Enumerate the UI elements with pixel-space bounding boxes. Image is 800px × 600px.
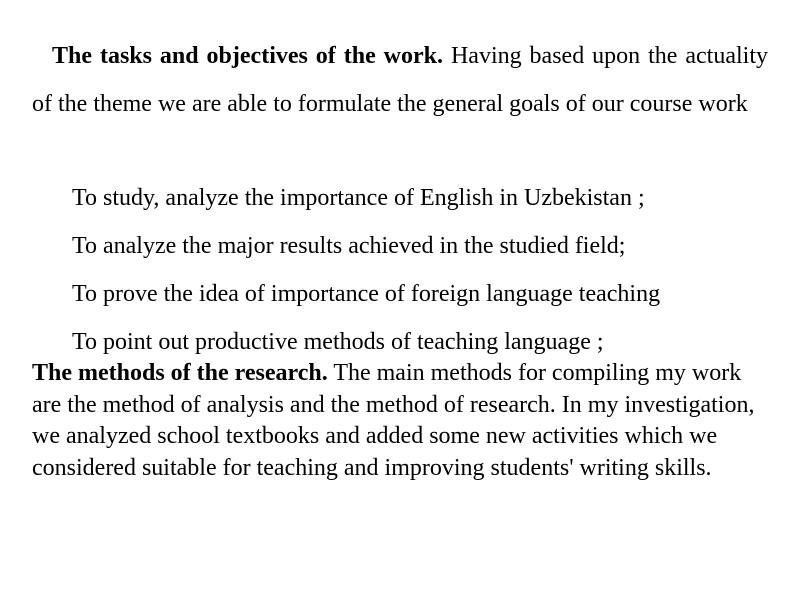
tasks-objectives-heading: The tasks and objectives of the work. [52, 43, 444, 69]
tasks-objectives-text: Having based upon the actuality of the theme we are able to formulate the general goals of our course work [32, 43, 768, 117]
goal-item-2: To analyze the major results achieved in the studied field; [72, 233, 626, 259]
methods-heading: The methods of the research. [32, 360, 328, 386]
tasks-objectives-paragraph [32, 32, 768, 128]
methods-text: The main methods for compiling my work are the method of analysis and the method of research. In my investigation, we analyzed school textbooks and added some new activities which we considered suitable for teaching and improving students' writing skills. [32, 360, 755, 481]
goal-item-3: To prove the idea of importance of foreign language teaching [72, 281, 661, 307]
goal-item-4: To point out productive methods of teaching language ; [72, 329, 604, 355]
goal-item-1: To study, analyze the importance of English in Uzbekistan ; [72, 185, 645, 211]
methods-paragraph [32, 358, 772, 484]
